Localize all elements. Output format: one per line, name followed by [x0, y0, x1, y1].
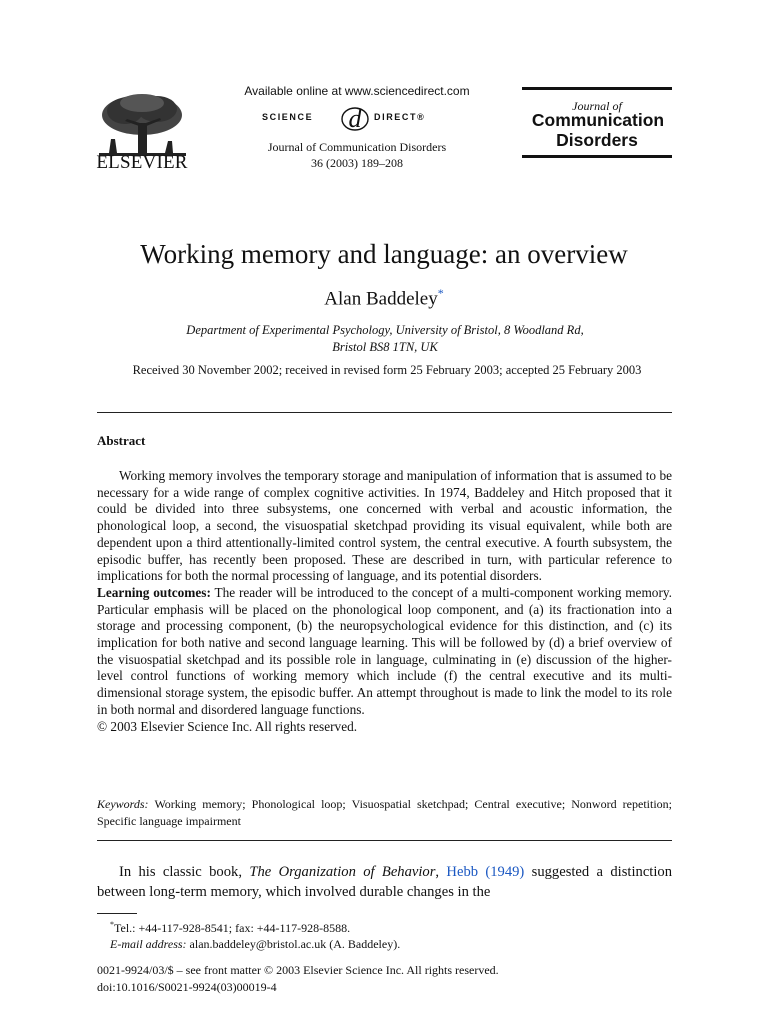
footnote-tel: Tel.: +44-117-928-8541; fax: +44-117-928-8588.: [114, 921, 351, 935]
keywords: [97, 796, 672, 830]
journal-logo-communication: Communication: [531, 110, 665, 130]
sciencedirect-logo: [262, 104, 462, 134]
journal-citation: [226, 139, 488, 171]
abstract-body: [97, 468, 672, 735]
affiliation: [120, 322, 650, 356]
abstract-heading: Abstract: [97, 433, 146, 448]
received-dates: Received 30 November 2002; received in revised form 25 February 2003; accepted 25 February 2003: [132, 363, 642, 377]
body-intro-c: suggested a distinction between long-term memory, which involved durable changes in the: [97, 864, 672, 900]
hebb-citation-link[interactable]: Hebb (1949): [446, 864, 525, 880]
body-intro-a: In his classic book,: [119, 864, 250, 880]
doi-line: doi:10.1016/S0021-9924(03)00019-4: [97, 980, 277, 994]
journal-logo-top-rule: [522, 87, 672, 90]
email-label: E-mail address:: [110, 937, 187, 951]
sciencedirect-d-icon: [340, 104, 370, 134]
journal-logo-bottom-rule: [522, 155, 672, 158]
author-footnote-link[interactable]: *: [437, 286, 444, 300]
learning-outcomes-text: The reader will be introduced to the concept of a multi-component working memory. Particular emphasis will be placed on the phonological loop component, and (a) its fractionation into a storage and processing component, (b) the neuropsychological evidence for this distinction, and (c) its implication for both native and second language learning. This will be followed by (d) a brief overview of the visuospatial sketchpad and its possible role in language, culminating in (e) discussion of the higher-level control functions of working memory which include (f) the central executive and its multi-dimensional storage system, the episodic buffer. An attempt throughout is made to link the model to its role in both normal and disordered language functions.: [97, 584, 672, 717]
keywords-text: Working memory; Phonological loop; Visuospatial sketchpad; Central executive; Nonword repetition; Specific language impairment: [97, 797, 672, 828]
book-title: The Organization of Behavior: [249, 864, 436, 880]
page-footer: [97, 962, 672, 996]
abstract-paragraph: Working memory involves the temporary storage and manipulation of information that is assumed to be necessary for a wide range of complex cognitive activities. In 1974, Baddeley and Hitch proposed that it could be divided into three subsystems, one concerned with verbal and acoustic information, the phonological loop, a second, the visuospatial sketchpad providing its visual equivalent, while both are dependent upon a third attentionally-limited control system, the central executive. A fourth subsystem, the episodic buffer, has recently been proposed. These are described in turn, with particular reference to implications for both the normal processing of language, and its potential disorders.: [97, 468, 672, 584]
footnote-mark: *: [110, 920, 114, 929]
body-paragraph: [97, 862, 672, 902]
sciencedirect-left-text: SCIENCE: [262, 112, 314, 122]
journal-logo-disorders: Disorders: [556, 130, 638, 150]
sciencedirect-d-glyph: d: [348, 104, 362, 133]
issn-line: 0021-9924/03/$ – see front matter © 2003 Elsevier Science Inc. All rights reserved.: [97, 963, 499, 977]
copyright-line: © 2003 Elsevier Science Inc. All rights reserved.: [97, 718, 358, 734]
sciencedirect-right-text: DIRECT®: [374, 112, 426, 122]
article-title: Working memory and language: an overview: [140, 239, 628, 269]
available-online-text: Available online at www.sciencedirect.com: [244, 84, 470, 98]
footnote-rule: [97, 913, 137, 914]
learning-outcomes-label: Learning outcomes:: [97, 584, 211, 600]
learning-outcomes: [97, 585, 672, 719]
divider-top: [97, 412, 672, 413]
email-address[interactable]: alan.baddeley@bristol.ac.uk (A. Baddeley).: [186, 937, 401, 951]
journal-logo-of: Journal of: [572, 99, 622, 113]
body-intro-b: ,: [435, 864, 447, 880]
keywords-label: Keywords:: [97, 797, 149, 811]
affiliation-line-1: Department of Experimental Psychology, University of Bristol, 8 Woodland Rd,: [186, 323, 584, 337]
footnote: [110, 917, 670, 952]
affiliation-line-2: Bristol BS8 1TN, UK: [332, 340, 438, 354]
author-line: [0, 286, 768, 310]
journal-issue: 36 (2003) 189–208: [311, 156, 403, 170]
elsevier-wordmark: ELSEVIER: [96, 152, 188, 173]
author-name: Alan Baddeley: [324, 288, 438, 310]
journal-name: Journal of Communication Disorders: [267, 140, 447, 154]
divider-bottom: [97, 840, 672, 841]
